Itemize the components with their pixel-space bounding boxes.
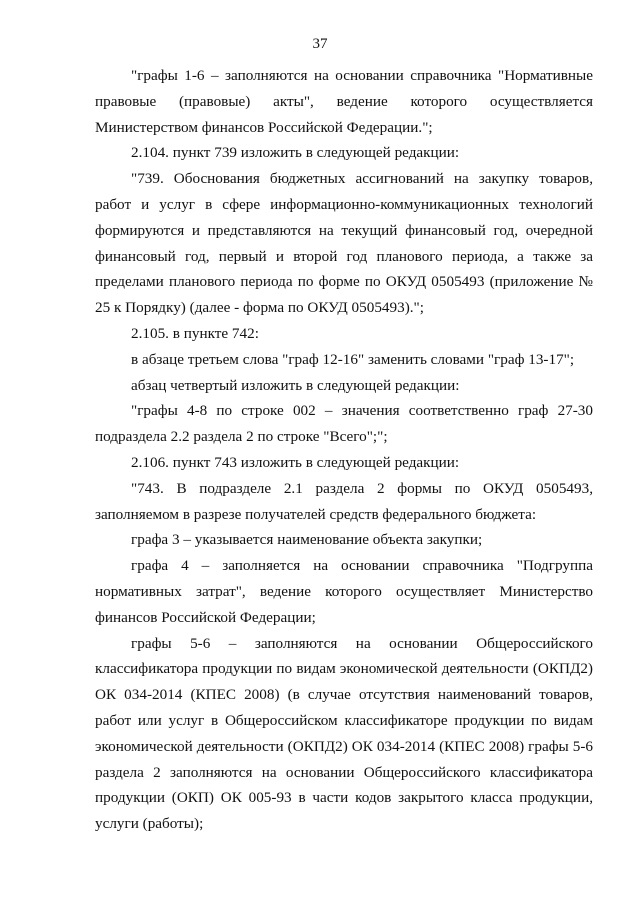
paragraph-grafa-3: графа 3 – указывается наименование объекта закупки;: [131, 531, 483, 549]
paragraph-grafy-4-8: "графы 4-8 по строке 002 – значения соответственно граф 27-30 подраздела 2.2 раздела 2 по строке "Всего";";: [95, 402, 593, 446]
paragraph-2-104: 2.104. пункт 739 изложить в следующей редакции:: [131, 144, 460, 162]
paragraph-abzac-tretiy: в абзаце третьем слова "граф 12-16" заменить словами "граф 13-17";: [131, 350, 575, 368]
paragraph-grafy-1-6: "графы 1-6 – заполняются на основании справочника "Нормативные правовые (правовые) акты", ведение которого осуществляется Министерством финансов Российской Федерации.";: [95, 67, 593, 136]
paragraph-grafa-4: графа 4 – заполняется на основании справочника "Подгруппа нормативных затрат", ведение которого осуществляет Министерство финансов Российской Федерации;: [95, 557, 593, 626]
paragraph-grafy-5-6: графы 5-6 – заполняются на основании Общероссийского классификатора продукции по видам экономической деятельности (ОКПД2) ОК 034-2014 (КПЕС 2008) (в случае отсутствия наименований товаров, работ или услуг в Общероссийском классификаторе продукции по видам экономической деятельности (ОКПД2) ОК 034-2014 (КПЕС 2008) графы 5-6 раздела 2 заполняются на основании Общероссийского классификатора продукции (ОКП) ОК 005-93 в части кодов закрытого класса продукции, услуги (работы);: [95, 634, 593, 833]
paragraph-2-106: 2.106. пункт 743 изложить в следующей редакции:: [131, 453, 460, 471]
document-body: [95, 63, 593, 837]
paragraph-abzac-chetvertyy: абзац четвертый изложить в следующей редакции:: [131, 376, 460, 394]
paragraph-2-105: 2.105. в пункте 742:: [131, 324, 259, 342]
page-number: 37: [312, 36, 328, 52]
paragraph-739: "739. Обоснования бюджетных ассигнований на закупку товаров, работ и услуг в сфере информационно-коммуникационных технологий формируются и представляются на текущий финансовый год, очередной финансовый год, первый и второй год планового периода, а также за пределами планового периода по форме по ОКУД 0505493 (приложение № 25 к Порядку) (далее - форма по ОКУД 0505493).";: [95, 170, 593, 317]
paragraph-743: "743. В подразделе 2.1 раздела 2 формы по ОКУД 0505493, заполняемом в разрезе получателей средств федерального бюджета:: [95, 479, 593, 523]
